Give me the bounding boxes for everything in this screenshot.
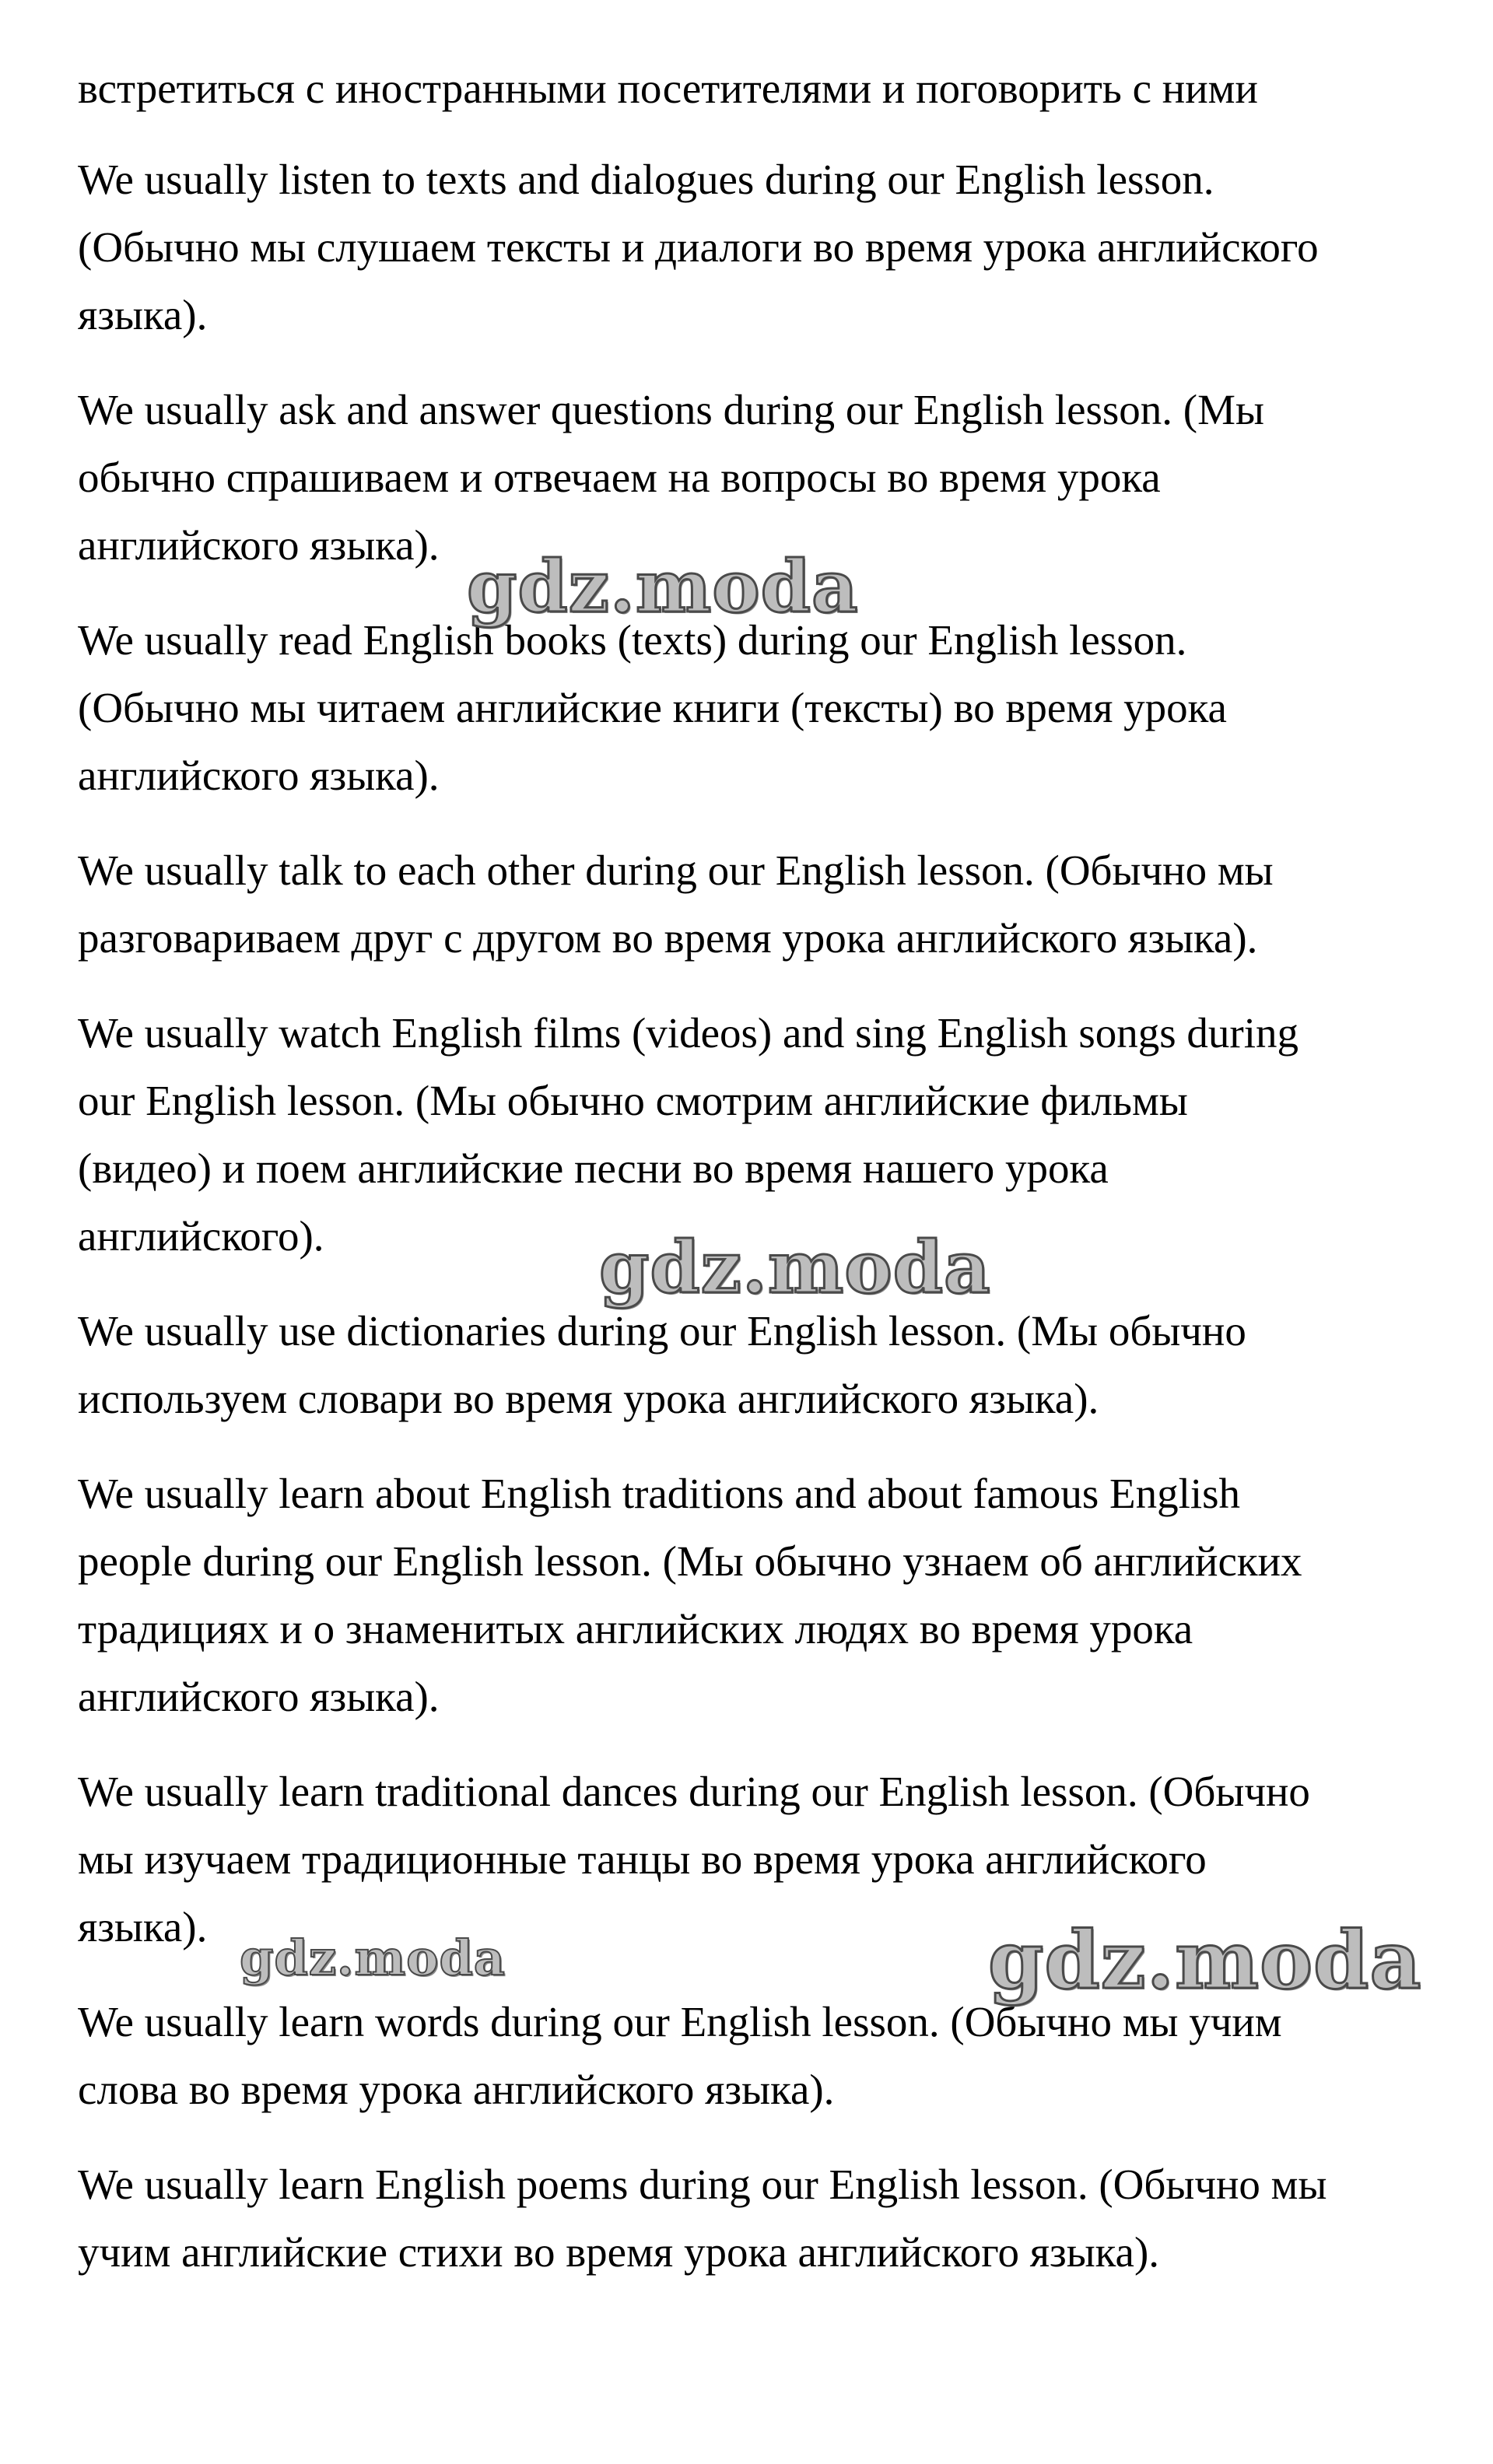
watermark-logo: gdz.moda [988,1914,1422,2007]
paragraph-poems: We usually learn English poems during our English lesson. (Обычно мы учим английские стихи во время урока английского языка). [78,2161,1327,2276]
paragraph-listen: We usually listen to texts and dialogues during our English lesson. (Обычно мы слушаем тексты и диалоги во время урока английского языка). [78,156,1319,338]
watermark-logo: gdz.moda [240,1929,506,1986]
watermark-logo: gdz.moda [599,1225,991,1309]
paragraph-traditions: We usually learn about English traditions and about famous English people during our English lesson. (Мы обычно узнаем об английских традициях и о знаменитых английских людях во время урока английского языка). [78,1470,1302,1720]
paragraph-dictionaries: We usually use dictionaries during our English lesson. (Мы обычно используем словари во время урока английского языка). [78,1307,1246,1422]
paragraph-questions: We usually ask and answer questions during our English lesson. (Мы обычно спрашиваем и отвечаем на вопросы во время урока английского языка). [78,386,1264,569]
watermark-logo: gdz.moda [467,545,859,629]
document-body [78,54,1416,2286]
paragraph-talk: We usually talk to each other during our English lesson. (Обычно мы разговариваем друг с другом во время урока английского языка). [78,846,1274,962]
paragraph-intro: встретиться с иностранными посетителями и поговорить с ними [78,65,1258,112]
paragraph-films: We usually watch English films (videos) and sing English songs during our English lesson. (Мы обычно смотрим английские фильмы (видео) и поем английские песни во время нашего урока английского). [78,1009,1299,1260]
paragraph-dances: We usually learn traditional dances during our English lesson. (Обычно мы изучаем традиционные танцы во время урока английского языка). [78,1768,1310,1951]
paragraph-read: We usually read English books (texts) during our English lesson. (Обычно мы читаем английские книги (тексты) во время урока английского языка). [78,616,1227,799]
paragraph-words: We usually learn words during our English lesson. (Обычно мы учим слова во время урока английского языка). [78,1998,1282,2113]
